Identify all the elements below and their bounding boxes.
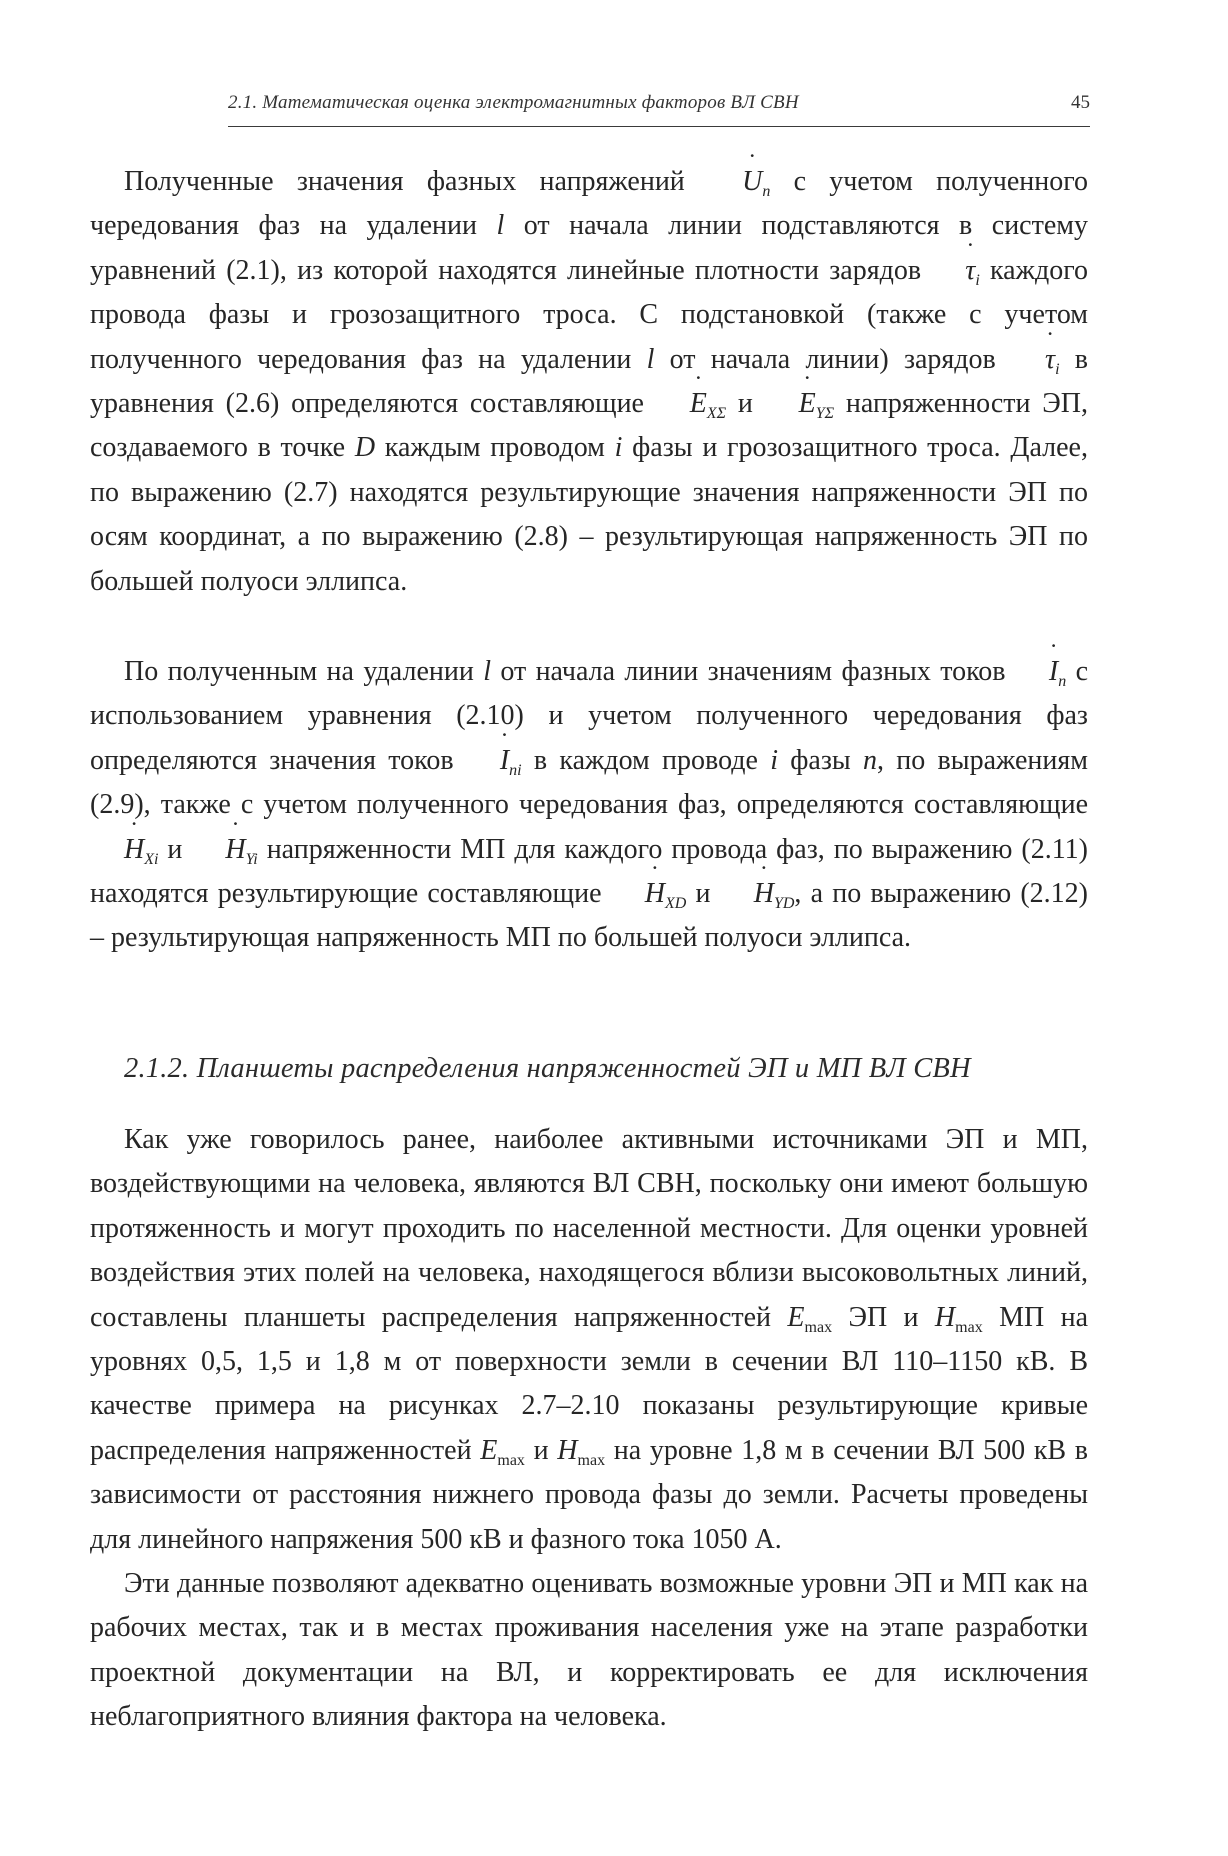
text-block-second: [90, 650, 1088, 961]
symbol-tau: ˙ τ: [1011, 338, 1055, 382]
text-block-top: [90, 160, 1088, 604]
page-number: 45: [1071, 92, 1090, 113]
running-title: 2.1. Математическая оценка электромагнитных факторов ВЛ СВН: [228, 92, 799, 113]
text-run: на уровне 1,8 м в сечении ВЛ 500 кВ в зависимости от расстояния нижнего провода фазы до земли. Расчеты проведены для линейного напряжения 500 кВ и фазного тока 1050 А.: [90, 1434, 1089, 1555]
symbol-h-yd: ˙ H: [720, 872, 774, 916]
text-run: Как уже говорилось ранее, наиболее активными источниками ЭП и МП, воздействующими на человека, являются ВЛ СВН, поскольку они имеют большую протяженность и могут проходить по населенной местности. Для оценки уровней воздействия этих полей на человека, находящегося вблизи высоковольтных линий, составлены планшеты распределения напряженностей: [90, 1124, 1088, 1333]
symbol-h-xd: ˙ H: [611, 872, 665, 916]
symbol-e-y-sum: ˙ E: [765, 382, 816, 426]
paragraph-1: [90, 160, 1088, 604]
paragraph-2: [90, 650, 1088, 961]
text-run: с учетом полученного чередования фаз на удалении: [90, 166, 1088, 242]
text-run: фазы: [778, 744, 864, 776]
text-run: от начала линии) зарядов: [654, 343, 1012, 375]
text-run: Полученные значения фазных напряжений: [124, 166, 709, 197]
text-run: и: [158, 833, 192, 865]
symbol-tau: ˙ τ: [931, 249, 975, 293]
symbol-l: l: [646, 343, 655, 375]
running-header: [228, 92, 1090, 127]
paragraph-3: [90, 1118, 1088, 1562]
text-run: ЭП и: [832, 1301, 935, 1333]
subscript: ni: [509, 761, 522, 779]
subscript: i: [1055, 360, 1060, 378]
subscript: max: [497, 1451, 525, 1469]
symbol-d-point: D: [354, 432, 376, 464]
subscript: max: [577, 1451, 606, 1469]
subscript: Xi: [144, 850, 159, 868]
symbol-h-xi: ˙ H: [90, 828, 144, 872]
subscript: XD: [664, 895, 687, 913]
symbol-i: i: [770, 744, 778, 776]
symbol-i-wire-current: ˙ I: [466, 739, 509, 783]
section-heading: 2.1.2. Планшеты распределения напряженностей ЭП и МП ВЛ СВН: [124, 1053, 971, 1084]
symbol-u-phase-voltage: ˙ U: [708, 160, 762, 204]
text-run: с использованием уравнения (2.10) и учетом полученного чередования фаз определяются значения токов: [90, 656, 1088, 776]
text-block-bottom: [90, 1118, 1088, 1740]
text-run: и: [686, 878, 720, 910]
subscript: i: [975, 271, 980, 289]
subscript: XΣ: [706, 405, 727, 423]
text-run: фазы и грозозащитного троса. Далее, по выражению (2.7) находятся результирующие значения напряженности ЭП по осям координат, а по выражению (2.8) – результирующая напряженность ЭП по большей полуоси эллипса.: [90, 432, 1088, 597]
symbol-h-max: H: [934, 1301, 956, 1333]
text-run: , а по выражению (2.12) – результирующая напряженность МП по большей полуоси эллипса.: [90, 878, 1089, 954]
text-run: Эти данные позволяют адекватно оценивать возможные уровни ЭП и МП как на рабочих местах, так и в местах проживания населения уже на этапе разработки проектной документации на ВЛ, и корректировать ее для исключения неблагоприятного влияния фактора на человека.: [90, 1568, 1088, 1733]
symbol-h-yi: ˙ H: [191, 828, 245, 872]
text-run: и: [524, 1434, 558, 1466]
subscript: n: [762, 183, 771, 200]
text-run: каждого провода фазы и грозозащитного троса. С подстановкой (также с учетом полученного чередования фаз на удалении: [90, 254, 1088, 375]
paragraph-4: [90, 1562, 1088, 1740]
symbol-n: n: [863, 744, 878, 776]
subscript: max: [955, 1318, 983, 1336]
text-run: , по выражениям (2.9), также с учетом полученного чередования фаз, определяются составляющие: [90, 744, 1088, 821]
symbol-e-max: E: [480, 1434, 498, 1466]
text-run: от начала линии подставляются в систему уравнений (2.1), из которой находятся линейные плотности зарядов: [90, 210, 1088, 286]
symbol-h-max: H: [557, 1434, 578, 1466]
symbol-l: l: [496, 210, 505, 242]
text-run: в уравнения (2.6) определяются составляющие: [90, 343, 1088, 420]
symbol-e-x-sum: ˙ E: [656, 382, 707, 426]
symbol-i: i: [614, 432, 623, 464]
text-run: напряженности МП для каждого провода фаз, по выражению (2.11) находятся результирующие составляющие: [90, 833, 1088, 910]
text-run: По полученным на удалении: [124, 656, 484, 687]
text-run: МП на уровнях 0,5, 1,5 и 1,8 м от поверхности земли в сечении ВЛ 110–1150 кВ. В качестве примера на рисунках 2.7–2.10 показаны результирующие кривые распределения напряженностей: [90, 1301, 1088, 1466]
symbol-i-phase-current: ˙ I: [1015, 650, 1058, 694]
subscript: max: [804, 1318, 833, 1336]
text-run: каждым проводом: [375, 432, 615, 464]
text-run: напряженности ЭП, создаваемого в точке: [90, 388, 1088, 464]
symbol-e-max: E: [787, 1301, 805, 1333]
text-run: в каждом проводе: [521, 744, 771, 776]
text-run: от начала линии значениям фазных токов: [490, 656, 1015, 687]
symbol-l: l: [483, 656, 491, 687]
subscript: Yi: [245, 850, 258, 868]
subscript: n: [1058, 673, 1067, 690]
subscript: YΣ: [815, 405, 835, 423]
subscript: YD: [773, 895, 795, 913]
text-run: и: [726, 388, 765, 420]
